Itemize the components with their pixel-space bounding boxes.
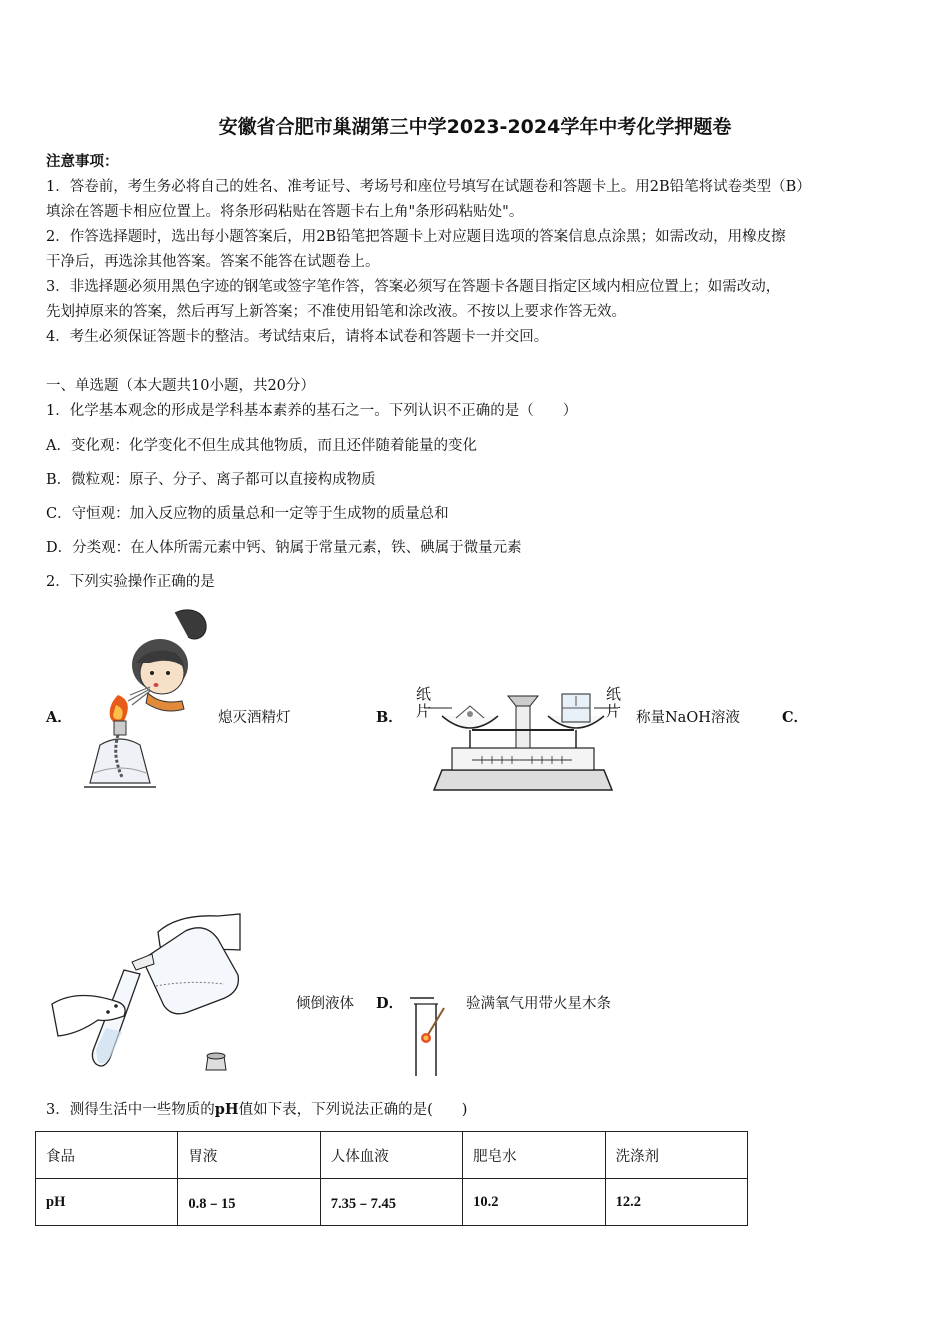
notice-line: 2．作答选择题时，选出每小题答案后，用2B铅笔把答题卡上对应题目选项的答案信息点涂黑；如需改动，用橡皮擦 [46,229,786,245]
table-cell: 7.35﹣7.45 [320,1179,462,1226]
table-cell: pH [36,1179,178,1226]
table-cell: 10.2 [463,1179,605,1226]
notice-line: 先划掉原来的答案，然后再写上新答案；不准使用铅笔和涂改液。不按以上要求作答无效。 [46,304,626,320]
table-cell: 洗涤剂 [605,1132,747,1179]
q2-option-c-label: C． [782,709,809,726]
paper-label-right: 纸 片 [606,685,622,720]
q2-option-d-label: D． [376,995,404,1012]
blow-out-lamp-illustration [80,605,215,795]
q1-option-d: D．分类观：在人体所需元素中钙、钠属于常量元素，铁、碘属于微量元素 [46,540,522,556]
q1-stem: 1．化学基本观念的形成是学科基本素养的基石之一。下列认识不正确的是（ ） [46,403,578,419]
q2-option-a-caption: 熄灭酒精灯 [218,710,291,726]
notice-line: 填涂在答题卡相应位置上。将条形码粘贴在答题卡右上角"条形码粘贴处"。 [46,204,524,220]
q2-option-c-caption: 倾倒液体 [296,996,354,1012]
q1-option-c: C．守恒观：加入反应物的质量总和一定等于生成物的质量总和 [46,506,449,522]
q3-stem-post: 值如下表，下列说法正确的是( ) [238,1102,468,1118]
q1-option-b: B．微粒观：原子、分子、离子都可以直接构成物质 [46,472,376,488]
pour-liquid-illustration [48,910,248,1080]
q2-option-d-caption: 验满氧气用带火星木条 [466,996,611,1012]
q3-stem-pre: 3．测得生活中一些物质的 [46,1102,215,1118]
q2-option-b-label: B． [376,709,403,726]
notice-line: 干净后，再选涂其他答案。答案不能答在试题卷上。 [46,254,380,270]
table-cell: 肥皂水 [463,1132,605,1179]
q2-stem: 2．下列实验操作正确的是 [46,574,215,590]
paper-label-left: 纸 片 [416,685,432,720]
table-row [36,1132,748,1179]
oxygen-test-illustration [404,994,464,1078]
notice-heading: 注意事项： [46,153,119,170]
table-cell: 人体血液 [320,1132,462,1179]
ph-table [35,1131,748,1226]
notice-line: 1．答卷前，考生务必将自己的姓名、准考证号、考场号和座位号填写在试题卷和答题卡上。用2B铅笔将试卷类型（B） [46,179,811,195]
table-cell: 0.8﹣15 [178,1179,320,1226]
table-cell: 12.2 [605,1179,747,1226]
table-cell: 胃液 [178,1132,320,1179]
notice-line: 4．考生必须保证答题卡的整洁。考试结束后，请将本试卷和答题卡一并交回。 [46,329,549,345]
table-cell: 食品 [36,1132,178,1179]
q2-option-b-caption: 称量NaOH溶液 [636,710,740,726]
section-heading: 一、单选题（本大题共10小题，共20分） [46,378,315,394]
q3-stem [46,1100,467,1120]
q3-stem-ph: pH [214,1101,239,1118]
table-row [36,1179,748,1226]
page-title: 安徽省合肥市巢湖第三中学2023-2024学年中考化学押题卷 [218,116,732,138]
balance-scale-illustration [412,680,634,798]
q1-option-a: A．变化观：化学变化不但生成其他物质，而且还伴随着能量的变化 [46,438,477,454]
notice-line: 3．非选择题必须用黑色字迹的钢笔或签字笔作答，答案必须写在答题卡各题目指定区域内相应位置上；如需改动， [46,279,781,295]
q2-option-a-label: A． [46,709,72,726]
